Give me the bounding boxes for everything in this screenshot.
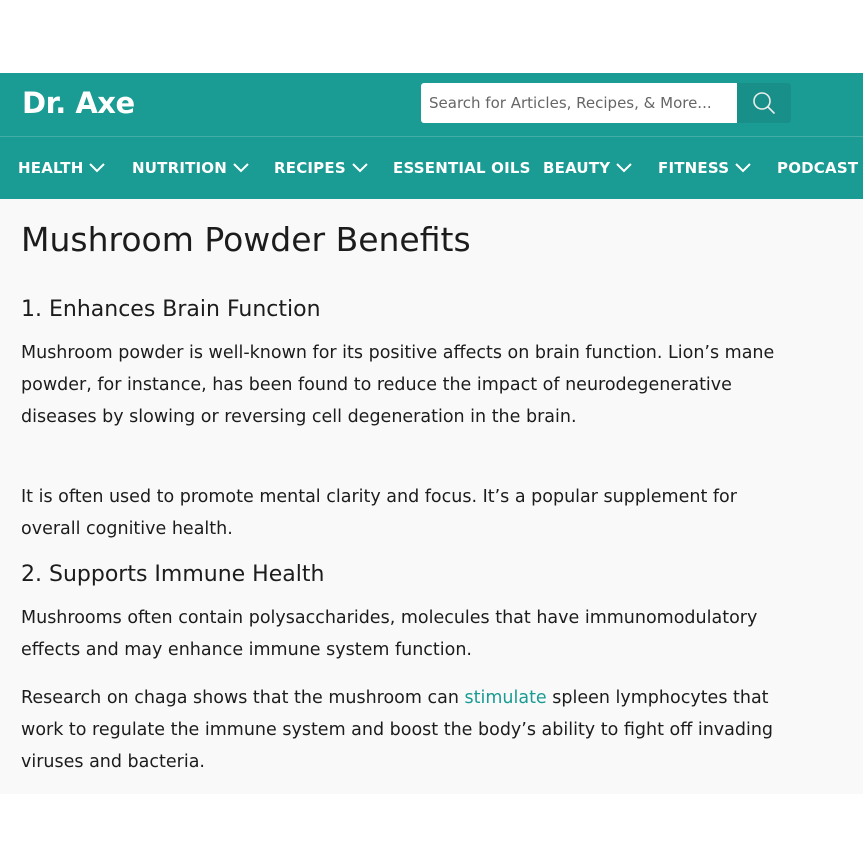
nav-item-nutrition[interactable]	[132, 137, 249, 199]
nav-item-fitness[interactable]	[658, 137, 751, 199]
nav-item-recipes[interactable]	[274, 137, 368, 199]
paragraph-text: spleen lymphocytes that work to regulate the immune system and boost the body’s ability to fight off invading viruses and bacteria.	[21, 688, 774, 772]
site-logo[interactable]: Dr. Axe	[22, 86, 135, 120]
nav-item-label: BEAUTY	[543, 159, 611, 177]
search-button[interactable]	[737, 83, 791, 123]
nav-item-label: HEALTH	[18, 159, 84, 177]
section-heading: 2. Supports Immune Health	[21, 562, 325, 587]
article-paragraph: Mushrooms often contain polysaccharides, molecules that have immunomodulatory effects and may enhance immune system function.	[21, 608, 758, 660]
chevron-down-icon	[233, 163, 249, 173]
nav-item-label: RECIPES	[274, 159, 346, 177]
site-header	[0, 73, 863, 199]
chevron-down-icon	[735, 163, 751, 173]
paragraph-text: Research on chaga shows that the mushroom can	[21, 688, 465, 708]
nav-item-health[interactable]	[18, 137, 105, 199]
stimulate-link[interactable]: stimulate	[464, 688, 547, 708]
chevron-down-icon	[616, 163, 632, 173]
search-icon	[752, 91, 776, 115]
nav-item-beauty[interactable]	[543, 137, 632, 199]
article-paragraph-with-link	[21, 682, 791, 778]
main-nav	[0, 136, 863, 199]
search-bar	[421, 83, 791, 123]
chevron-down-icon	[352, 163, 368, 173]
nav-item-label: FITNESS	[658, 159, 730, 177]
nav-item-label: ESSENTIAL OILS	[393, 159, 531, 177]
nav-item-podcast[interactable]	[777, 137, 858, 199]
article-content	[0, 199, 863, 794]
nav-item-label: PODCAST	[777, 159, 859, 177]
article-paragraph: Mushroom powder is well-known for its positive affects on brain function. Lion’s mane powder, for instance, has been found to reduce the impact of neurodegenerative diseases by slowing or reversing cell degeneration in the brain.	[21, 343, 775, 427]
article-paragraph: It is often used to promote mental clarity and focus. It’s a popular supplement for overall cognitive health.	[21, 487, 737, 539]
top-blank-area	[0, 0, 863, 73]
chevron-down-icon	[89, 163, 105, 173]
page-title: Mushroom Powder Benefits	[21, 220, 471, 259]
section-heading: 1. Enhances Brain Function	[21, 297, 321, 322]
search-input[interactable]	[421, 83, 737, 123]
nav-item-label: NUTRITION	[132, 159, 228, 177]
nav-item-essential-oils[interactable]	[393, 137, 531, 199]
